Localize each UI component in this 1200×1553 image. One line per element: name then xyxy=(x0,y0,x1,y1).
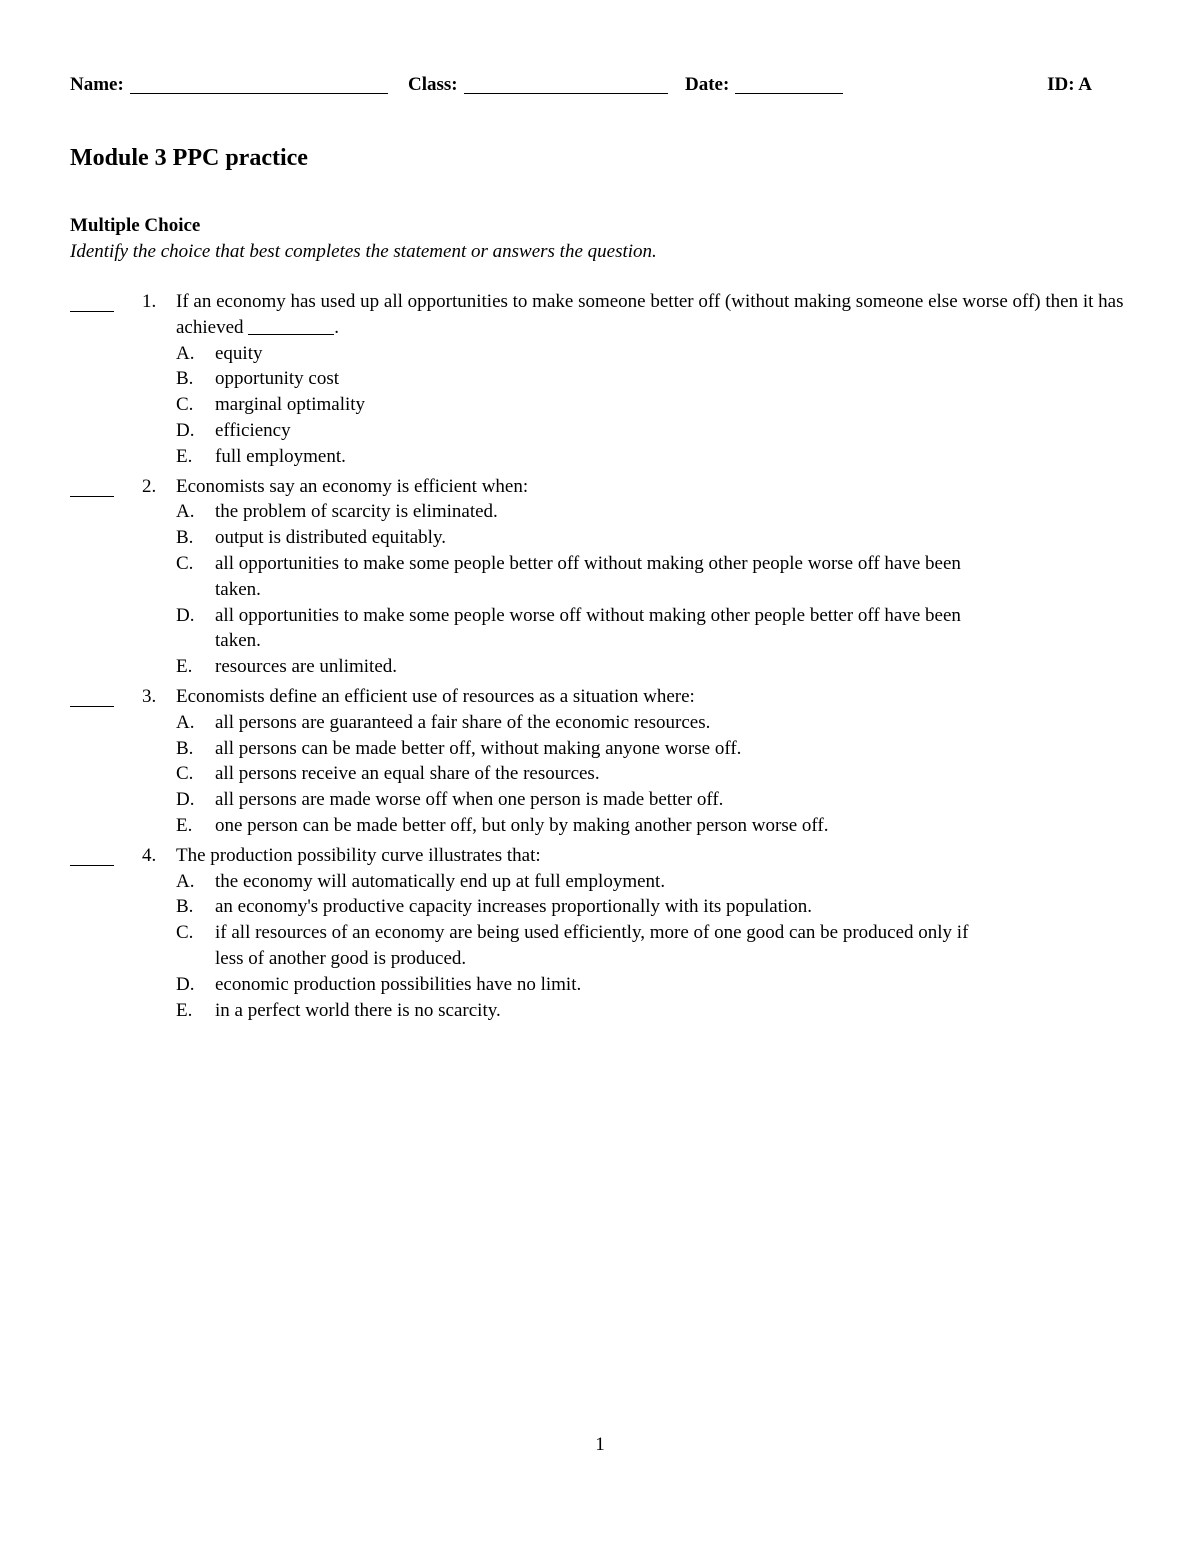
option-text: marginal optimality xyxy=(215,394,366,416)
option-a[interactable] xyxy=(176,341,976,367)
option-letter: B. xyxy=(176,737,194,759)
option-d[interactable] xyxy=(176,972,976,998)
option-text: one person can be made better off, but only by making another person worse off. xyxy=(215,814,829,836)
option-c[interactable] xyxy=(176,392,976,418)
name-label: Name: xyxy=(70,74,124,95)
question-4 xyxy=(70,843,1130,1024)
option-letter: A. xyxy=(176,870,195,892)
option-letter: C. xyxy=(176,922,194,944)
question-stem: The production possibility curve illustrates that: xyxy=(176,844,541,866)
answer-blank[interactable] xyxy=(70,843,114,866)
answer-blank[interactable] xyxy=(70,684,114,707)
question-stem: Economists define an efficient use of resources as a situation where: xyxy=(176,685,695,707)
option-b[interactable] xyxy=(176,736,976,762)
option-text: the problem of scarcity is eliminated. xyxy=(215,501,498,523)
option-letter: A. xyxy=(176,342,195,364)
option-list xyxy=(176,710,976,839)
section-instructions: Identify the choice that best completes the statement or answers the question. xyxy=(70,241,657,262)
option-text: resources are unlimited. xyxy=(215,656,398,678)
option-a[interactable] xyxy=(176,869,976,895)
option-letter: D. xyxy=(176,789,195,811)
option-letter: D. xyxy=(176,419,195,441)
option-a[interactable] xyxy=(176,710,976,736)
section-title: Multiple Choice xyxy=(70,215,201,236)
option-text: all persons can be made better off, without making anyone worse off. xyxy=(215,737,742,759)
question-number: 1. xyxy=(142,291,157,312)
question-1 xyxy=(70,289,1130,470)
name-field xyxy=(70,72,388,98)
option-letter: B. xyxy=(176,368,194,390)
option-letter: D. xyxy=(176,973,195,995)
option-a[interactable] xyxy=(176,499,976,525)
option-text: in a perfect world there is no scarcity. xyxy=(215,999,501,1021)
date-label: Date: xyxy=(685,74,730,95)
name-blank[interactable] xyxy=(130,73,388,94)
option-e[interactable] xyxy=(176,654,976,680)
option-text: efficiency xyxy=(215,419,291,441)
option-text: all opportunities to make some people better off without making other people worse off have been taken. xyxy=(215,552,961,600)
option-text: all persons receive an equal share of the resources. xyxy=(215,763,600,785)
option-letter: E. xyxy=(176,999,193,1021)
option-text: if all resources of an economy are being used efficiently, more of one good can be produced only if less of another good is produced. xyxy=(215,922,969,969)
option-c[interactable] xyxy=(176,761,976,787)
option-text: economic production possibilities have no limit. xyxy=(215,973,582,995)
option-e[interactable] xyxy=(176,998,976,1024)
option-list xyxy=(176,341,976,470)
question-3 xyxy=(70,684,1130,839)
option-letter: A. xyxy=(176,711,195,733)
fill-in-blank xyxy=(248,316,334,335)
question-number: 4. xyxy=(142,844,157,866)
option-text: all persons are guaranteed a fair share of the economic resources. xyxy=(215,711,711,733)
option-text: equity xyxy=(215,342,263,364)
id-label: ID: A xyxy=(1047,74,1092,95)
page-title: Module 3 PPC practice xyxy=(70,145,308,171)
page-number: 1 xyxy=(595,1434,605,1455)
question-stem: Economists say an economy is efficient when: xyxy=(176,475,529,497)
option-letter: B. xyxy=(176,527,194,549)
option-b[interactable] xyxy=(176,525,976,551)
option-letter: E. xyxy=(176,656,193,678)
option-letter: C. xyxy=(176,763,194,785)
option-letter: E. xyxy=(176,814,193,836)
question-2 xyxy=(70,474,1130,680)
option-e[interactable] xyxy=(176,444,976,470)
date-field xyxy=(685,72,843,98)
option-letter: C. xyxy=(176,552,194,574)
answer-blank[interactable] xyxy=(70,474,114,497)
option-b[interactable] xyxy=(176,366,976,392)
option-text: an economy's productive capacity increases proportionally with its population. xyxy=(215,896,813,918)
option-letter: C. xyxy=(176,394,194,416)
question-stem xyxy=(176,289,1126,341)
question-number: 3. xyxy=(142,685,157,707)
question-list xyxy=(70,289,1130,1027)
question-stem-text: If an economy has used up all opportunities to make someone better off (without making someone else worse off) then it has achieved xyxy=(176,291,1124,338)
option-letter: A. xyxy=(176,501,195,523)
option-text: full employment. xyxy=(215,445,346,467)
option-text: opportunity cost xyxy=(215,368,340,390)
option-d[interactable] xyxy=(176,603,976,655)
date-blank[interactable] xyxy=(735,73,843,94)
option-text: all persons are made worse off when one person is made better off. xyxy=(215,789,724,811)
option-c[interactable] xyxy=(176,551,976,603)
option-text: output is distributed equitably. xyxy=(215,527,446,549)
option-letter: E. xyxy=(176,445,193,467)
option-c[interactable] xyxy=(176,920,976,972)
option-b[interactable] xyxy=(176,894,976,920)
option-list xyxy=(176,499,976,680)
option-text: the economy will automatically end up at full employment. xyxy=(215,870,666,892)
question-number: 2. xyxy=(142,475,157,497)
class-label: Class: xyxy=(408,74,458,95)
option-e[interactable] xyxy=(176,813,976,839)
option-text: all opportunities to make some people worse off without making other people better off have been taken. xyxy=(215,604,961,652)
class-blank[interactable] xyxy=(464,73,668,94)
answer-blank[interactable] xyxy=(70,289,114,312)
class-field xyxy=(408,72,668,98)
option-list xyxy=(176,869,976,1024)
option-d[interactable] xyxy=(176,787,976,813)
option-d[interactable] xyxy=(176,418,976,444)
question-stem-end: . xyxy=(334,316,340,338)
option-letter: B. xyxy=(176,896,194,918)
option-letter: D. xyxy=(176,604,195,626)
